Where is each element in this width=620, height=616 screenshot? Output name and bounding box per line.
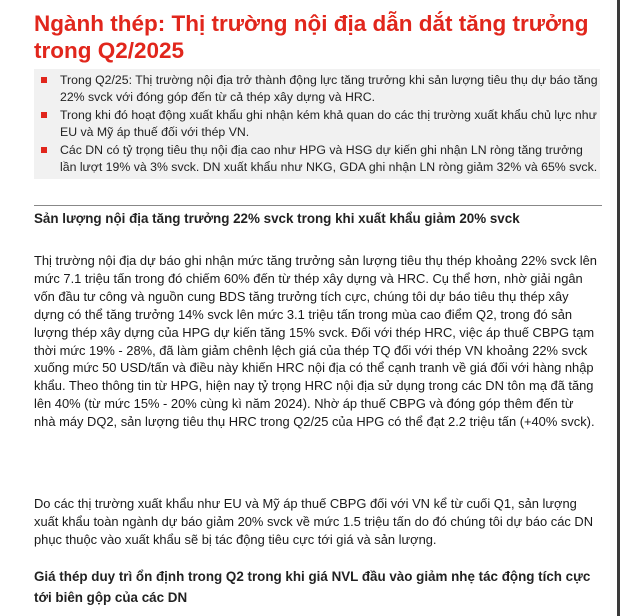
square-bullet-icon bbox=[41, 147, 47, 153]
summary-bullet-text: Các DN có tỷ trọng tiêu thụ nội địa cao như HPG và HSG dự kiến ghi nhận LN ròng tăng trưởng lần lượt 19% và 3% svck. DN xuất khẩu như NKG, GDA ghi nhận LN ròng giảm 32% và 65% svck. bbox=[60, 142, 598, 175]
summary-bullet bbox=[34, 107, 600, 142]
square-bullet-icon bbox=[41, 112, 47, 118]
section-heading: Giá thép duy trì ổn định trong Q2 trong khi giá NVL đầu vào giảm nhẹ tác động tích cực tới biên gộp của các DN bbox=[34, 569, 591, 605]
summary-bullet bbox=[34, 72, 600, 107]
report-title: Ngành thép: Thị trường nội địa dẫn dắt tăng trưởng trong Q2/2025 bbox=[34, 11, 589, 63]
section-heading: Sản lượng nội địa tăng trưởng 22% svck trong khi xuất khẩu giảm 20% svck bbox=[34, 211, 520, 226]
square-bullet-icon bbox=[41, 77, 47, 83]
summary-box bbox=[34, 69, 600, 179]
summary-bullets bbox=[34, 72, 600, 176]
summary-bullet-text: Trong Q2/25: Thị trường nội địa trở thành động lực tăng trưởng khi sản lượng tiêu thụ dự báo tăng 22% svck với đóng góp đến từ cả thép xây dựng và HRC. bbox=[60, 73, 598, 105]
body-paragraph: Thị trường nội địa dự báo ghi nhận mức tăng trưởng sản lượng tiêu thụ thép khoảng 22% svck lên mức 7.1 triệu tấn trong đó chiếm 60% đến từ thép xây dựng và HRC. Cụ thể hơn, nhờ giải ngân vốn đầu tư công và nguồn cung BDS tăng trưởng tích cực, chúng tôi dự báo tiêu thụ thép xây dựng có thể tăng trưởng 14% svck lên mức 3.1 triệu tấn trong mùa cao điểm Q2, trong đó sản lượng thép xây dựng của HPG dự kiến tăng 15% svck. Đối với thép HRC, việc áp thuế CBPG tạm thời mức 19% - 28%, đã làm giảm chênh lệch giá của thép TQ đối với thép VN khoảng 22% svck xuống mức 50 USD/tấn và điều này khiến HRC nội địa có thể cạnh tranh về giá đối với hàng nhập khẩu. Theo thông tin từ HPG, hiện nay tỷ trọng HRC nội địa sử dụng trong các DN tôn mạ đã tăng lên 40% (từ mức 15% - 20% cùng kì năm 2024). Nhờ áp thuế CBPG và đóng góp thêm đến từ nhà máy DQ2, sản lượng tiêu thụ HRC trong Q2/25 của HPG có thể đạt 2.2 triệu tấn (+40% svck). bbox=[34, 253, 597, 430]
body-paragraph: Do các thị trường xuất khẩu như EU và Mỹ áp thuế CBPG đối với VN kể từ cuối Q1, sản lượng xuất khẩu toàn ngành dự báo giảm 20% svck về mức 1.5 triệu tấn do đó chúng tôi dự báo các DN phục thuộc vào xuất khẩu sẽ bị tác động tiêu cực tới giá và sản lượng. bbox=[34, 496, 594, 547]
section-divider bbox=[34, 205, 602, 206]
summary-bullet bbox=[34, 142, 600, 177]
summary-bullet-text: Trong khi đó hoạt động xuất khẩu ghi nhận kém khả quan do các thị trường xuất khẩu chủ lực như EU và Mỹ áp thuế đối với thép VN. bbox=[60, 107, 597, 140]
